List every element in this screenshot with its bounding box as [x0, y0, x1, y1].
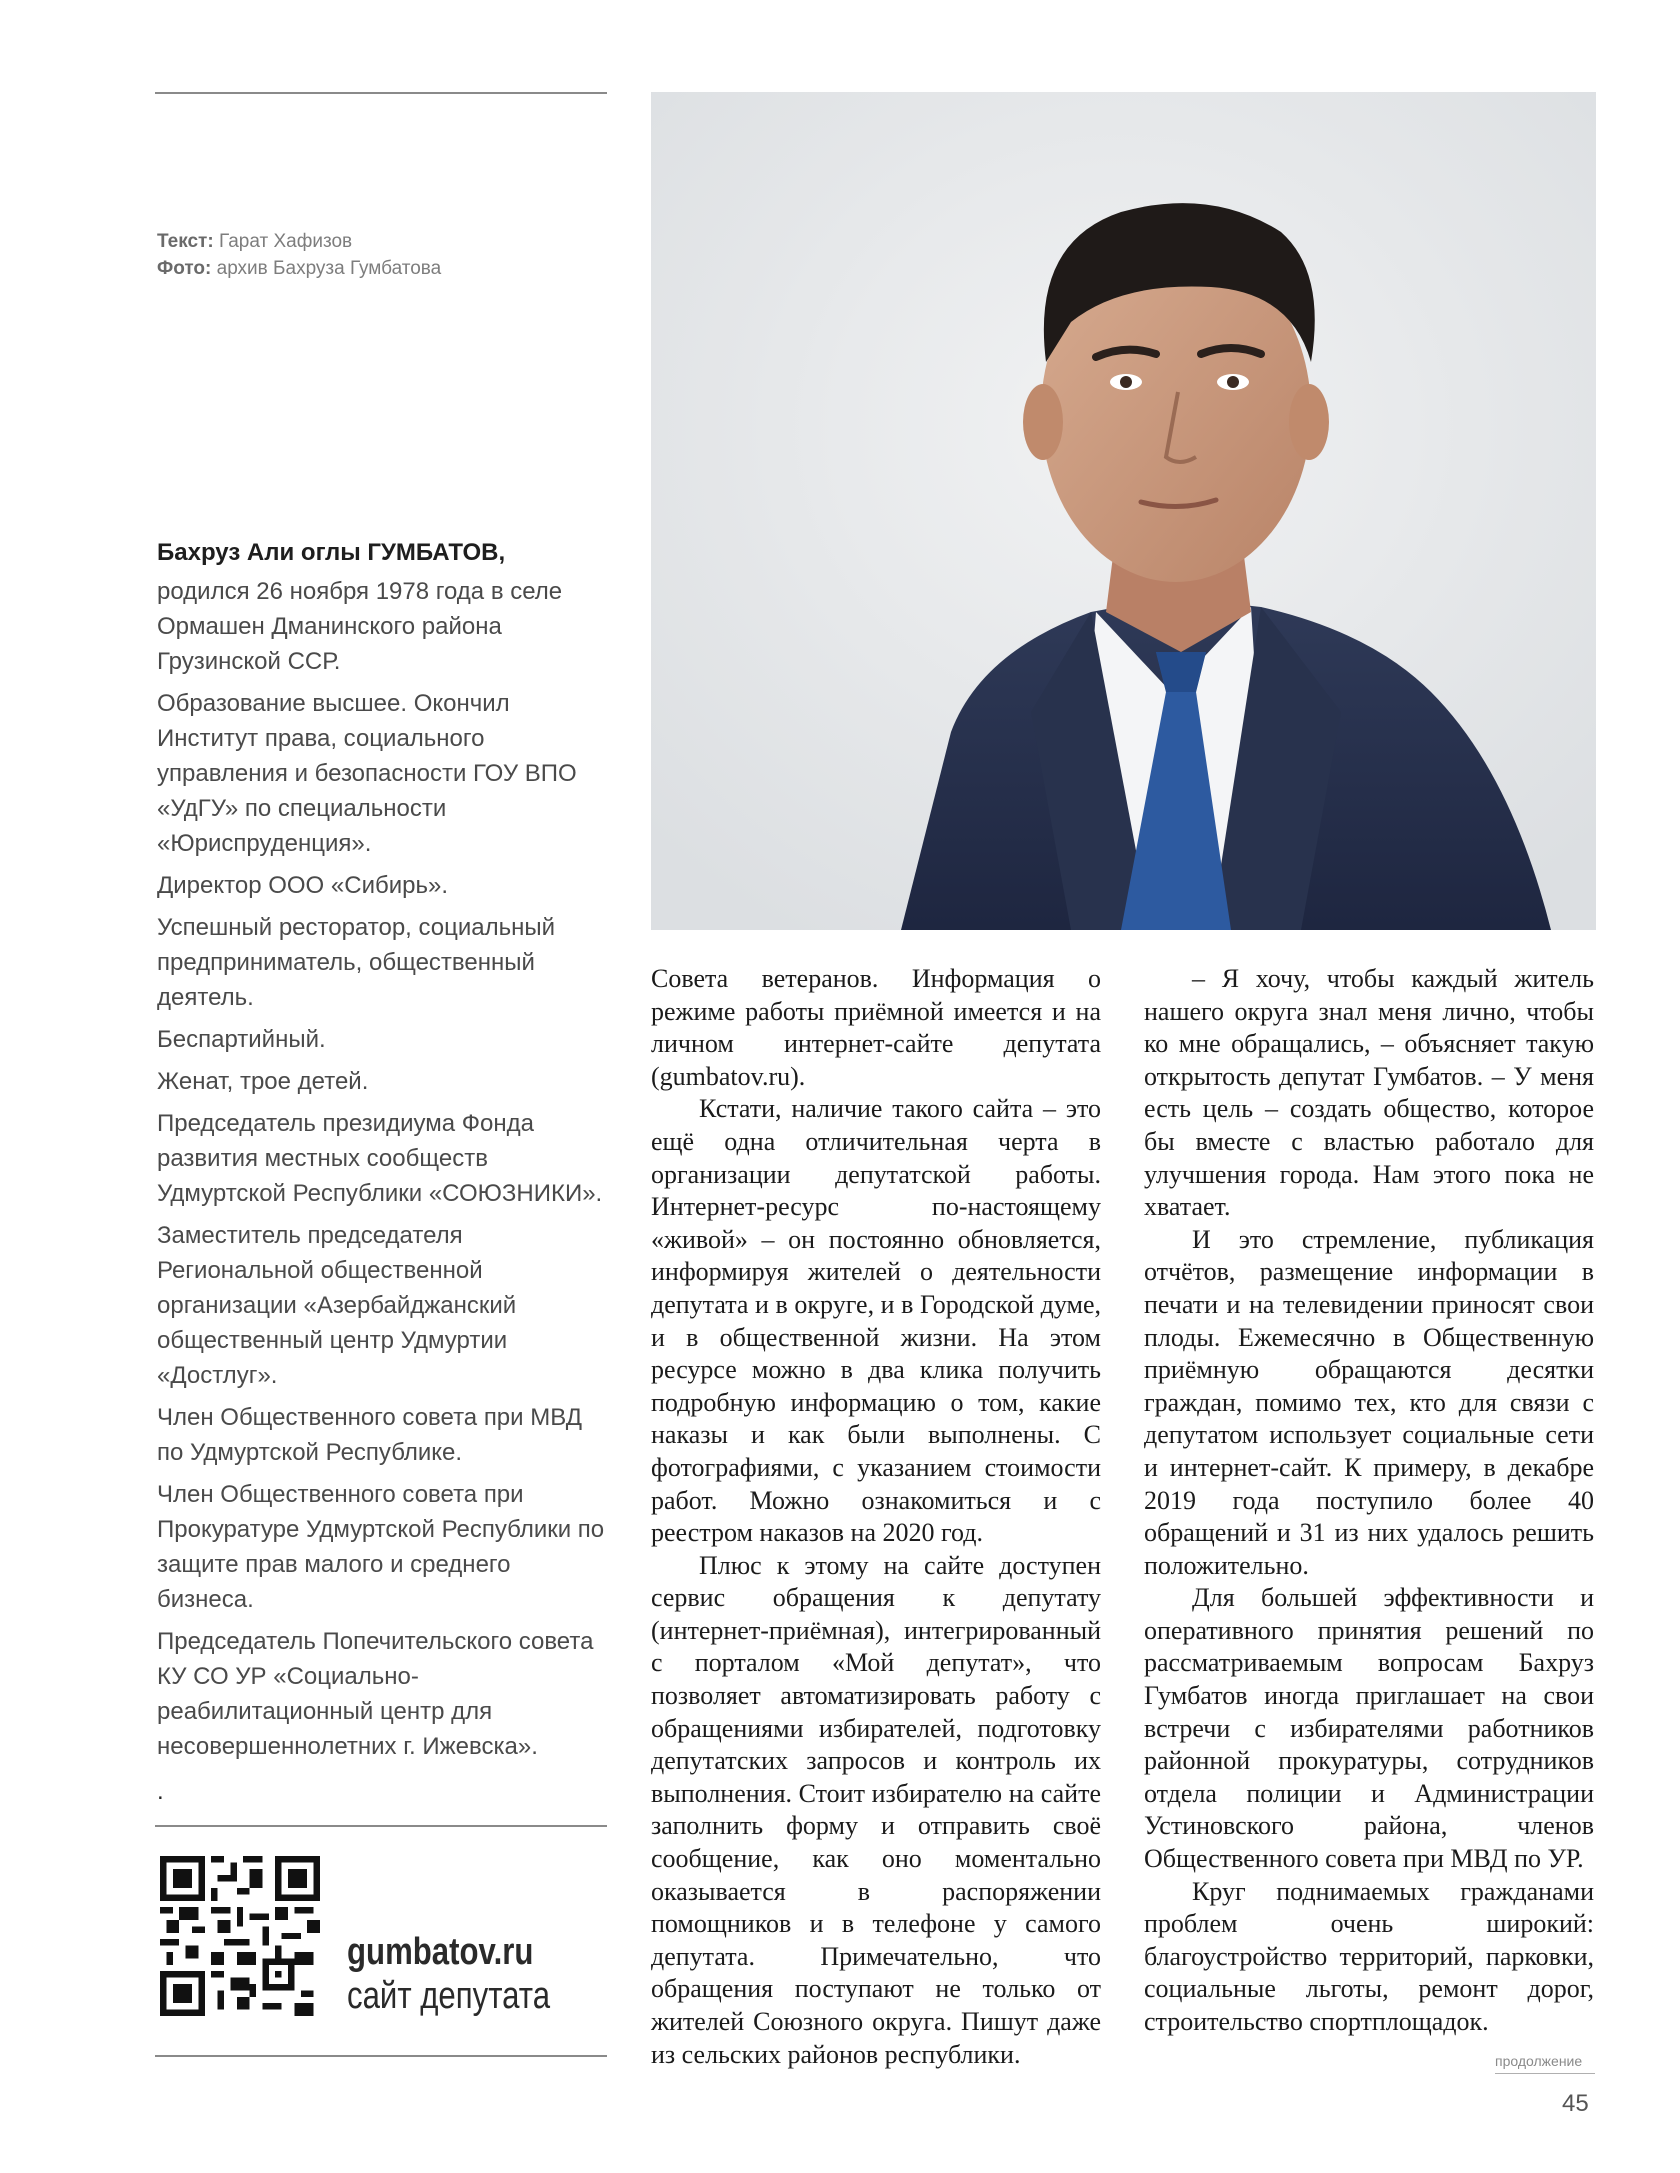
bio-paragraph: Успешный ресторатор, социальный предприниматель, общественный деятель. — [157, 914, 556, 1011]
bio-paragraph: Член Общественного совета при МВД по Удмуртской Республике. — [157, 1404, 582, 1466]
article-column-left — [651, 963, 1101, 2071]
bio-paragraph: Беспартийный. — [157, 1026, 326, 1053]
bio-paragraph: Заместитель председателя Региональной общественной организации «Азербайджанский общественный центр Удмуртии «Достлуг». — [157, 1222, 517, 1389]
bio-paragraph: Председатель Попечительского совета КУ СО УР «Социально-реабилитационный центр для несовершеннолетних г. Ижевска». — [157, 1628, 594, 1760]
bio-paragraph: Председатель президиума Фонда развития местных сообществ Удмуртской Республики «СОЮЗНИКИ». — [157, 1110, 603, 1207]
article-paragraph: – Я хочу, чтобы каждый житель нашего округа знал меня лично, чтобы ко мне обращались, – объясняет такую открытость депутат Гумбатов. – У меня есть цель – создать общество, которое бы вместе с властью работало для улучшения города. Нам этого пока не хватает. — [1144, 964, 1594, 1222]
qr-top-rule — [155, 1825, 607, 1827]
photo-credit-label: Фото: — [157, 258, 212, 279]
continued-label: продолжение — [1495, 2053, 1583, 2069]
continued-underline — [1495, 2073, 1595, 2074]
article-paragraph: Совета ветеранов. Информация о режиме работы приёмной имеется и на личном интернет-сайте депутата (gumbatov.ru). — [651, 964, 1101, 1091]
bio-name: Бахруз Али оглы ГУМБАТОВ, — [157, 539, 506, 566]
top-rule — [155, 92, 607, 94]
article-paragraph: Круг поднимаемых гражданами проблем очень широкий: благоустройство территорий, парковки, социальные льготы, ремонт дорог, строительство спортплощадок. — [1144, 1876, 1594, 2036]
qr-bottom-rule — [155, 2055, 607, 2057]
bio-paragraph: Директор ООО «Сибирь». — [157, 872, 448, 899]
portrait-illustration — [651, 92, 1596, 930]
bio-dot: . — [157, 1778, 164, 1805]
article-paragraph: Кстати, наличие такого сайта – это ещё одна отличительная черта в организации депутатской работы. Интернет-ресурс по-настоящему «живой» – он постоянно обновляется, информируя жителей о деятельности депутата и в округе, и в Городской думе, и в общественной жизни. На этом ресурсе можно в два клика получить подробную информацию о том, какие наказы и как были выполнены. С фотографиями, с указанием стоимости работ. Можно ознакомиться и с реестром наказов на 2020 год. — [651, 1094, 1101, 1548]
page-number: 45 — [1562, 2090, 1589, 2117]
bio-paragraph: Образование высшее. Окончил Институт права, социального управления и безопасности ГОУ ВПО «УдГУ» по специальности «Юриспруденция». — [157, 690, 577, 857]
website-promo — [347, 1930, 595, 2018]
article-column-right — [1144, 963, 1594, 2039]
portrait-photo — [651, 92, 1596, 930]
biography — [157, 535, 607, 1809]
bio-paragraph: родился 26 ноября 1978 года в селе Ормашен Дманинского района Грузинской ССР. — [157, 578, 563, 675]
bio-paragraph: Член Общественного совета при Прокуратуре Удмуртской Республики по защите прав малого и среднего бизнеса. — [157, 1481, 605, 1613]
text-credit-label: Текст: — [157, 231, 214, 252]
text-credit-value: Гарат Хафизов — [218, 231, 353, 252]
article-paragraph: И это стремление, публикация отчётов, размещение информации в печати и на телевидении приносят свои плоды. Ежемесячно в Общественную приёмную обращаются десятки граждан, помимо тех, кто для связи с депутатом использует социальные сети и интернет-сайт. К примеру, в декабре 2019 года поступило более 40 обращений и 31 из них удалось решить положительно. — [1144, 1224, 1594, 1580]
credits — [157, 228, 441, 282]
website-url-link[interactable]: gumbatov.ru — [347, 1931, 534, 1973]
photo-credit-value: архив Бахруза Гумбатова — [216, 258, 442, 279]
qr-code-icon[interactable] — [160, 1856, 320, 2016]
article-paragraph: Для большей эффективности и оперативного принятия решений по рассматриваемым вопросам Бахруз Гумбатов иногда приглашает на свои встречи с избирателями работников районной прокуратуры, сотрудников отдела полиции и Администрации Устиновского района, членов Общественного совета при МВД по УР. — [1144, 1583, 1594, 1874]
website-caption: сайт депутата — [347, 1975, 551, 2017]
bio-paragraph: Женат, трое детей. — [157, 1068, 369, 1095]
article-paragraph: Плюс к этому на сайте доступен сервис обращения к депутату (интернет-приёмная), интегрированный с порталом «Мой депутат», что позволяет автоматизировать работу с обращениями избирателей, подготовку депутатских запросов и контроль их выполнения. Стоит избирателю на сайте заполнить форму и отправить своё сообщение, как оно моментально оказывается в распоряжении помощников и в телефоне у самого депутата. Примечательно, что обращения поступают не только от жителей Союзного округа. Пишут даже из сельских районов республики. — [651, 1550, 1101, 2069]
